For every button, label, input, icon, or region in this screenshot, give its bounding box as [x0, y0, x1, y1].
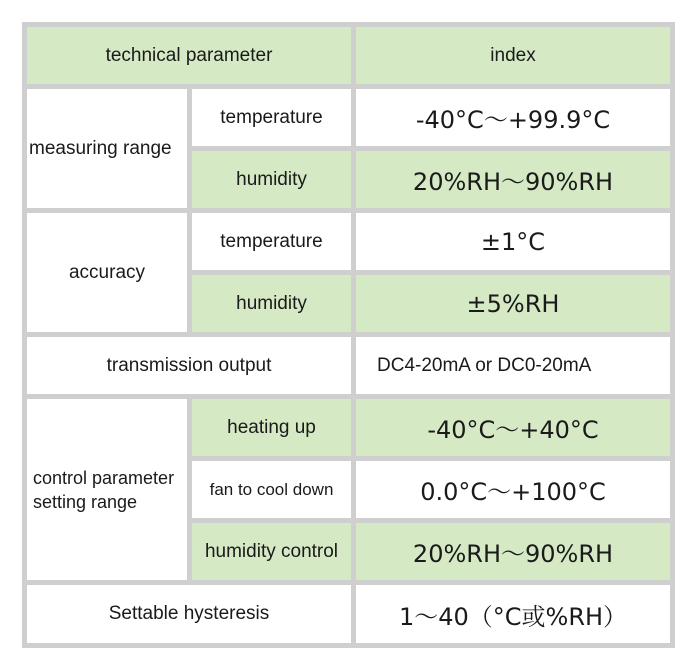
accuracy-humidity-sub-cell: [192, 275, 351, 332]
hysteresis-value-cell: [356, 585, 670, 643]
measuring-humidity-value-cell: [356, 151, 670, 208]
accuracy-temperature-sub-label: temperature: [220, 230, 323, 252]
transmission-output-value-cell: [356, 337, 670, 394]
fan-cool-down-sub-cell: [192, 461, 351, 518]
measuring-humidity-sub-label: humidity: [236, 168, 307, 190]
measuring-temperature-value: -40°C～+99.9°C: [415, 106, 611, 134]
measuring-humidity-sub-cell: [192, 151, 351, 208]
fan-cool-down-sub-label: fan to cool down: [209, 479, 334, 499]
humidity-control-sub-label: humidity control: [204, 540, 339, 562]
heating-up-sub-cell: [192, 399, 351, 456]
control-range-label-cell: [27, 399, 187, 580]
accuracy-humidity-sub-label: humidity: [236, 292, 307, 314]
measuring-temperature-value-cell: [356, 89, 670, 146]
transmission-output-value: DC4-20mA or DC0-20mA: [377, 354, 592, 376]
transmission-output-label-cell: [27, 337, 351, 394]
measuring-range-label-cell: [27, 89, 187, 208]
heating-up-sub-label: heating up: [227, 416, 316, 438]
fan-cool-down-value: 0.0°C～+100°C: [420, 478, 606, 506]
heating-up-value-cell: [356, 399, 670, 456]
hysteresis-value: 1～40（°C或%RH）: [398, 602, 628, 631]
accuracy-humidity-value-cell: [356, 275, 670, 332]
control-range-label-line1: control parameter: [33, 467, 175, 488]
hysteresis-label-cell: [27, 585, 351, 643]
measuring-temperature-sub-label: temperature: [220, 106, 323, 128]
measuring-humidity-value: 20%RH～90%RH: [412, 168, 614, 196]
header-index-cell: [356, 27, 670, 84]
accuracy-temperature-sub-cell: [192, 213, 351, 270]
heating-up-value: -40°C～+40°C: [427, 416, 599, 444]
fan-cool-down-value-cell: [356, 461, 670, 518]
accuracy-humidity-value: ±5%RH: [466, 289, 560, 318]
control-range-label-line2: setting range: [33, 491, 138, 512]
header-parameter-label: technical parameter: [105, 44, 273, 66]
hysteresis-label: Settable hysteresis: [108, 603, 270, 624]
measuring-range-label: measuring range: [29, 137, 172, 159]
accuracy-label-cell: [27, 213, 187, 332]
accuracy-temperature-value-cell: [356, 213, 670, 270]
header-index-label: index: [490, 44, 536, 66]
humidity-control-value: 20%RH～90%RH: [412, 540, 614, 568]
header-parameter-cell: [27, 27, 351, 84]
humidity-control-value-cell: [356, 523, 670, 580]
accuracy-label: accuracy: [68, 261, 146, 283]
measuring-temperature-sub-cell: [192, 89, 351, 146]
humidity-control-sub-cell: [192, 523, 351, 580]
accuracy-temperature-value: ±1°C: [480, 227, 546, 256]
transmission-output-label: transmission output: [106, 354, 272, 376]
